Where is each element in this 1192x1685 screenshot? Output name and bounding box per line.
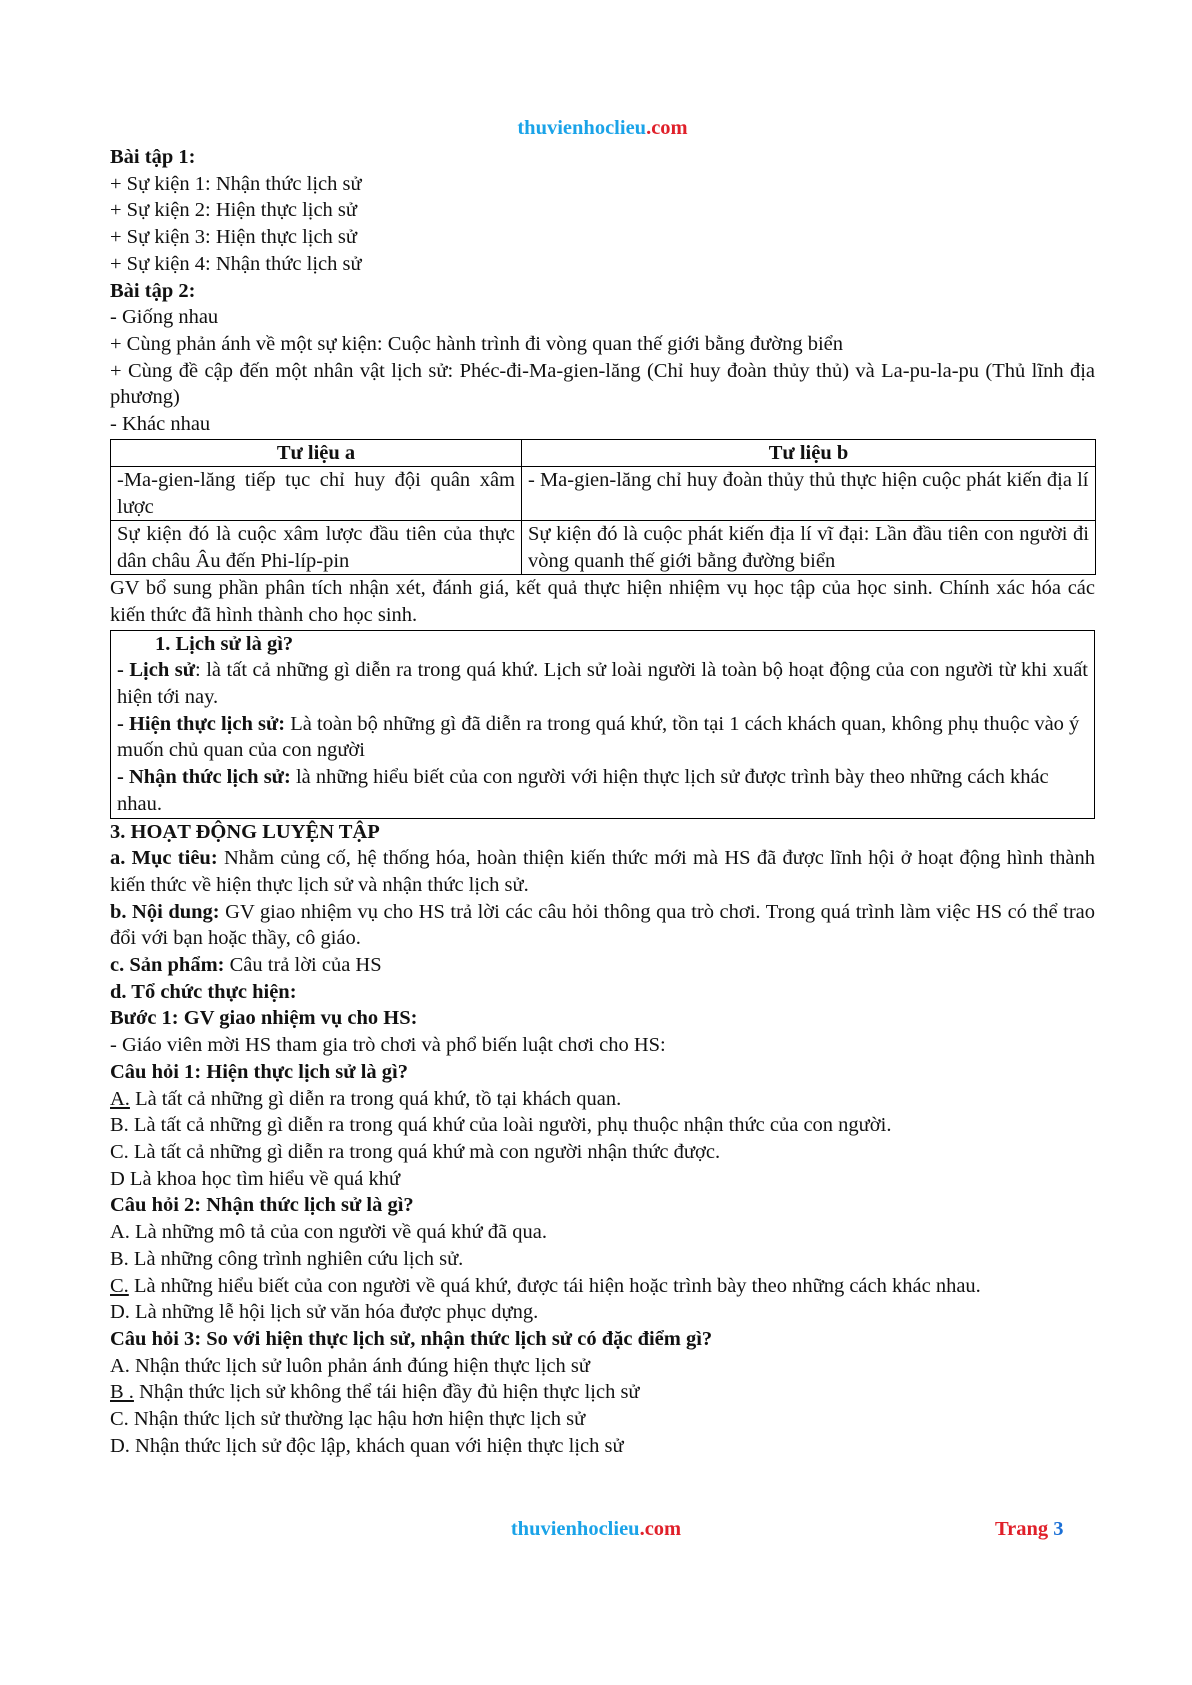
table-header-cell: Tư liệu a	[111, 439, 522, 467]
page-number-value: 3	[1053, 1518, 1064, 1540]
definition-history: - Lịch sử: là tất cả những gì diễn ra trong quá khứ. Lịch sử loài người là toàn bộ hoạt động của con người từ khi xuất hiện tới nay.	[117, 659, 1088, 709]
step-1-intro: - Giáo viên mời HS tham gia trò chơi và phổ biến luật chơi cho HS:	[110, 1034, 666, 1057]
header-brand	[110, 112, 1095, 144]
question-1-option-b: B. Là tất cả những gì diễn ra trong quá khứ của loài người, phụ thuộc nhận thức của con người.	[110, 1114, 892, 1137]
exercise-1-item: + Sự kiện 2: Hiện thực lịch sử	[110, 199, 358, 222]
exercise-1-item: + Sự kiện 1: Nhận thức lịch sử	[110, 172, 362, 195]
exercise-1-title: Bài tập 1:	[110, 146, 196, 168]
section-3-content: b. Nội dung: GV giao nhiệm vụ cho HS trả lời các câu hỏi thông qua trò chơi. Trong quá trình làm việc HS có thể trao đổi với bạn hoặc thầy, cô giáo.	[110, 900, 1095, 950]
knowledge-box-heading: 1. Lịch sử là gì?	[155, 632, 294, 655]
footer-brand-name: thuvienhoclieu	[510, 1518, 640, 1540]
step-1: Bước 1: GV giao nhiệm vụ cho HS:	[110, 1007, 418, 1030]
question-3-option-c: C. Nhận thức lịch sử thường lạc hậu hơn hiện thực lịch sử	[110, 1408, 586, 1431]
question-1-option-d: D Là khoa học tìm hiểu về quá khứ	[110, 1167, 401, 1190]
header-brand-name: thuvienhoclieu	[517, 117, 647, 139]
exercise-2-same-1: + Cùng phản ánh về một sự kiện: Cuộc hành trình đi vòng quan thế giới bằng đường biển	[110, 332, 844, 355]
question-3: Câu hỏi 3: So với hiện thực lịch sử, nhận thức lịch sử có đặc điểm gì?	[110, 1327, 713, 1350]
page-number-label: Trang	[995, 1518, 1054, 1540]
exercise-2-same-2: + Cùng đề cập đến một nhân vật lịch sử: Phéc-đi-Ma-gien-lăng (Chỉ huy đoàn thủy thủ) và La-pu-la-pu (Thủ lĩnh địa phương)	[110, 359, 1095, 409]
question-3-option-a: A. Nhận thức lịch sử luôn phản ánh đúng hiện thực lịch sử	[110, 1354, 590, 1377]
exercise-1-item: + Sự kiện 4: Nhận thức lịch sử	[110, 252, 362, 275]
question-2-option-b: B. Là những công trình nghiên cứu lịch sử.	[110, 1247, 464, 1270]
table-row	[111, 467, 1096, 521]
question-1-option-a: A. Là tất cả những gì diễn ra trong quá khứ, tồ tại khách quan.	[110, 1087, 622, 1110]
table-cell: -Ma-gien-lăng tiếp tục chỉ huy đội quân xâm lược	[111, 467, 522, 521]
question-2-option-d: D. Là những lễ hội lịch sử văn hóa được phục dựng.	[110, 1301, 539, 1324]
section-3-title: 3. HOẠT ĐỘNG LUYỆN TẬP	[110, 820, 380, 843]
exercise-2-title: Bài tập 2:	[110, 279, 196, 302]
page-content	[110, 112, 1095, 1459]
definition-historical-perception: - Nhận thức lịch sử: là những hiểu biết của con người với hiện thực lịch sử được trình bày theo những cách khác nhau.	[117, 766, 1049, 815]
section-3-objective: a. Mục tiêu: Nhằm củng cố, hệ thống hóa, hoàn thiện kiến thức mới mà HS đã được lĩnh hội ở hoạt động hình thành kiến thức về hiện thực lịch sử và nhận thức lịch sử.	[110, 847, 1096, 896]
exercise-2-same: - Giống nhau	[110, 306, 219, 329]
exercise-1-item: + Sự kiện 3: Hiện thực lịch sử	[110, 226, 358, 249]
exercise-2-diff: - Khác nhau	[110, 413, 211, 436]
table-row	[111, 521, 1096, 575]
table-cell: Sự kiện đó là cuộc xâm lược đầu tiên của thực dân châu Âu đến Phi-líp-pin	[111, 521, 522, 575]
footer-brand-domain: .com	[639, 1518, 682, 1540]
section-3-organization: d. Tổ chức thực hiện:	[110, 980, 297, 1003]
table-cell: Sự kiện đó là cuộc phát kiến địa lí vĩ đại: Lần đầu tiên con người đi vòng quanh thế giới bằng đường biển	[522, 521, 1096, 575]
page-number	[995, 1518, 1064, 1541]
section-3-product: c. Sản phẩm: Câu trả lời của HS	[110, 954, 382, 977]
table-cell: - Ma-gien-lăng chỉ huy đoàn thủy thủ thực hiện cuộc phát kiến địa lí	[522, 467, 1096, 521]
definition-historical-reality: - Hiện thực lịch sử: Là toàn bộ những gì đã diễn ra trong quá khứ, tồn tại 1 cách khách quan, không phụ thuộc vào ý muốn chủ quan của con người	[117, 712, 1080, 762]
question-3-option-d: D. Nhận thức lịch sử độc lập, khách quan với hiện thực lịch sử	[110, 1434, 624, 1457]
question-2-option-c: C. Là những hiểu biết của con người về quá khứ, được tái hiện hoặc trình bày theo những cách khác nhau.	[110, 1274, 981, 1297]
question-2-option-a: A. Là những mô tả của con người về quá khứ đã qua.	[110, 1221, 547, 1244]
question-3-option-b: B . Nhận thức lịch sử không thể tái hiện đầy đủ hiện thực lịch sử	[110, 1381, 640, 1404]
question-2: Câu hỏi 2: Nhận thức lịch sử là gì?	[110, 1194, 414, 1217]
header-brand-domain: .com	[646, 117, 688, 139]
teacher-note: GV bổ sung phần phân tích nhận xét, đánh giá, kết quả thực hiện nhiệm vụ học tập của học sinh. Chính xác hóa các kiến thức đã hình thành cho học sinh.	[110, 577, 1095, 626]
question-1: Câu hỏi 1: Hiện thực lịch sử là gì?	[110, 1060, 408, 1083]
table-header-row	[111, 439, 1096, 467]
knowledge-box	[110, 630, 1095, 819]
question-1-option-c: C. Là tất cả những gì diễn ra trong quá khứ mà con người nhận thức được.	[110, 1141, 721, 1163]
comparison-table	[110, 439, 1096, 576]
table-header-cell: Tư liệu b	[522, 439, 1096, 467]
